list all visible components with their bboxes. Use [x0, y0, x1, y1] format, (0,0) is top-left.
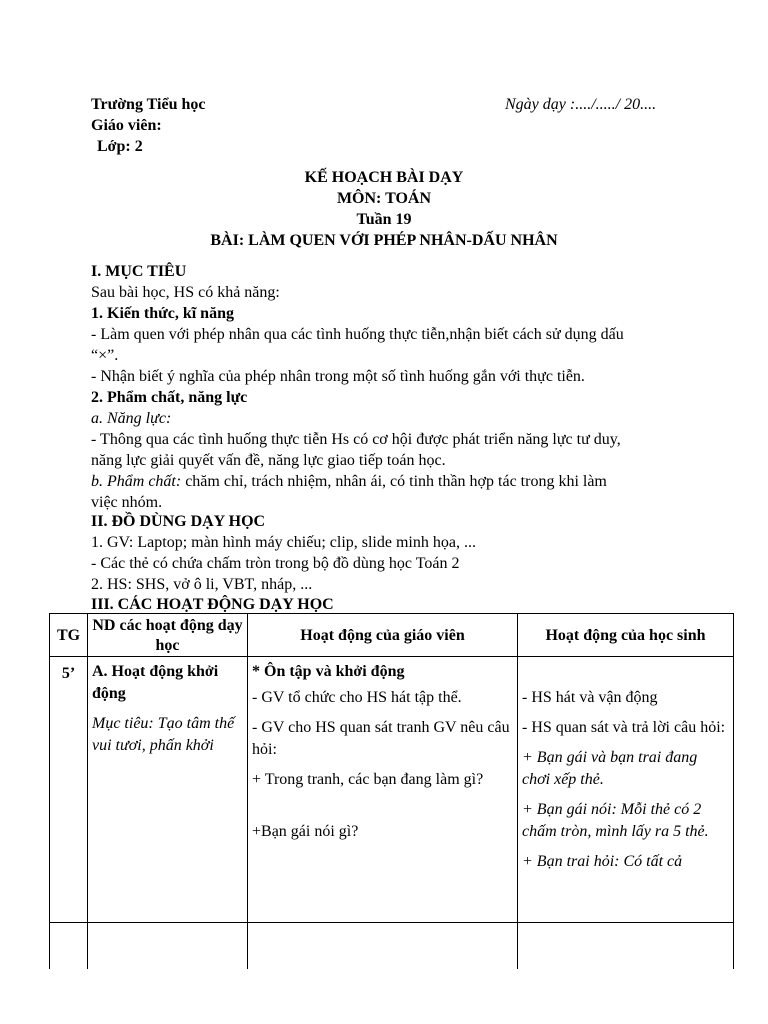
student-item: - HS hát và vận động	[522, 689, 658, 706]
header-student: Hoạt động của học sinh	[518, 614, 734, 657]
section1-quality-heading: 2. Phẩm chất, năng lực	[91, 389, 248, 406]
materials-line-1: 1. GV: Laptop; màn hình máy chiếu; clip, slide minh họa, ...	[91, 534, 476, 551]
student-item: + Bạn gái nói: Mỗi thẻ có 2 chấm tròn, mình lấy ra 5 thẻ.	[522, 801, 709, 840]
section1-knowledge-heading: 1. Kiến thức, kĩ năng	[91, 305, 234, 322]
activity-table	[49, 613, 734, 969]
teacher-item: - GV tổ chức cho HS hát tập thể.	[252, 689, 462, 706]
plan-title: KẾ HOẠCH BÀI DẠY	[304, 169, 464, 186]
quality-text: chăm chỉ, trách nhiệm, nhân ái, có tinh thần hợp tác trong khi làm	[181, 473, 607, 490]
teaching-date: Ngày dạy :..../...../ 20....	[505, 96, 657, 113]
materials-line-3: 2. HS: SHS, vở ô li, VBT, nháp, ...	[91, 576, 313, 593]
header-time: TG	[50, 614, 88, 657]
activity-title: A. Hoạt động khởi động	[92, 663, 219, 702]
knowledge-line-3: - Nhận biết ý nghĩa của phép nhân trong một số tình huống gắn với thực tiễn.	[91, 368, 585, 385]
teacher-item: * Ôn tập và khởi động	[252, 663, 405, 680]
quality-line-1	[91, 472, 607, 492]
week-title: Tuần 19	[356, 211, 412, 228]
header-teacher: Hoạt động của giáo viên	[248, 614, 518, 657]
student-item: - HS quan sát và trả lời câu hỏi:	[522, 719, 726, 736]
teacher-item: - GV cho HS quan sát tranh GV nêu câu hỏi:	[252, 719, 510, 758]
teacher-item: + Trong tranh, các bạn đang làm gì?	[252, 771, 484, 788]
header-content: ND các hoạt động dạy học	[88, 614, 248, 657]
competence-label: a. Năng lực:	[91, 410, 172, 427]
knowledge-line-1: - Làm quen với phép nhân qua các tình huống thực tiễn,nhận biết cách sử dụng dấu	[91, 326, 624, 343]
quality-line-2: việc nhóm.	[91, 494, 163, 511]
table-bottom-border	[49, 922, 734, 923]
section3-heading: III. CÁC HOẠT ĐỘNG DẠY HỌC	[91, 596, 334, 613]
competence-line-1: - Thông qua các tình huống thực tiễn Hs có cơ hội được phát triển năng lực tư duy,	[91, 431, 621, 448]
materials-line-2: - Các thẻ có chứa chấm tròn trong bộ đồ dùng học Toán 2	[91, 555, 460, 572]
knowledge-line-2: “×”.	[91, 347, 119, 364]
subject-title: MÔN: TOÁN	[336, 190, 432, 207]
student-item: + Bạn trai hỏi: Có tất cả	[522, 853, 683, 870]
activity-goal: Mục tiêu: Tạo tâm thế vui tươi, phấn khởi	[92, 715, 235, 754]
grade-label: Lớp: 2	[97, 138, 143, 155]
quality-label: b. Phẩm chất:	[91, 473, 182, 490]
time-value: 5’	[61, 665, 76, 682]
teacher-label: Giáo viên:	[91, 117, 162, 134]
competence-line-2: năng lực giải quyết vấn đề, năng lực giao tiếp toán học.	[91, 452, 446, 469]
school-label: Trường Tiểu học	[91, 96, 206, 113]
lesson-title: BÀI: LÀM QUEN VỚI PHÉP NHÂN-DẤU NHÂN	[210, 232, 558, 249]
section1-heading: I. MỤC TIÊU	[91, 263, 187, 280]
student-item: + Bạn gái và bạn trai đang chơi xếp thẻ.	[522, 749, 698, 788]
section2-heading: II. ĐỒ DÙNG DẠY HỌC	[91, 513, 266, 530]
table-header-row	[50, 614, 734, 657]
section1-intro: Sau bài học, HS có khả năng:	[91, 284, 280, 301]
teacher-item: +Bạn gái nói gì?	[252, 823, 359, 840]
